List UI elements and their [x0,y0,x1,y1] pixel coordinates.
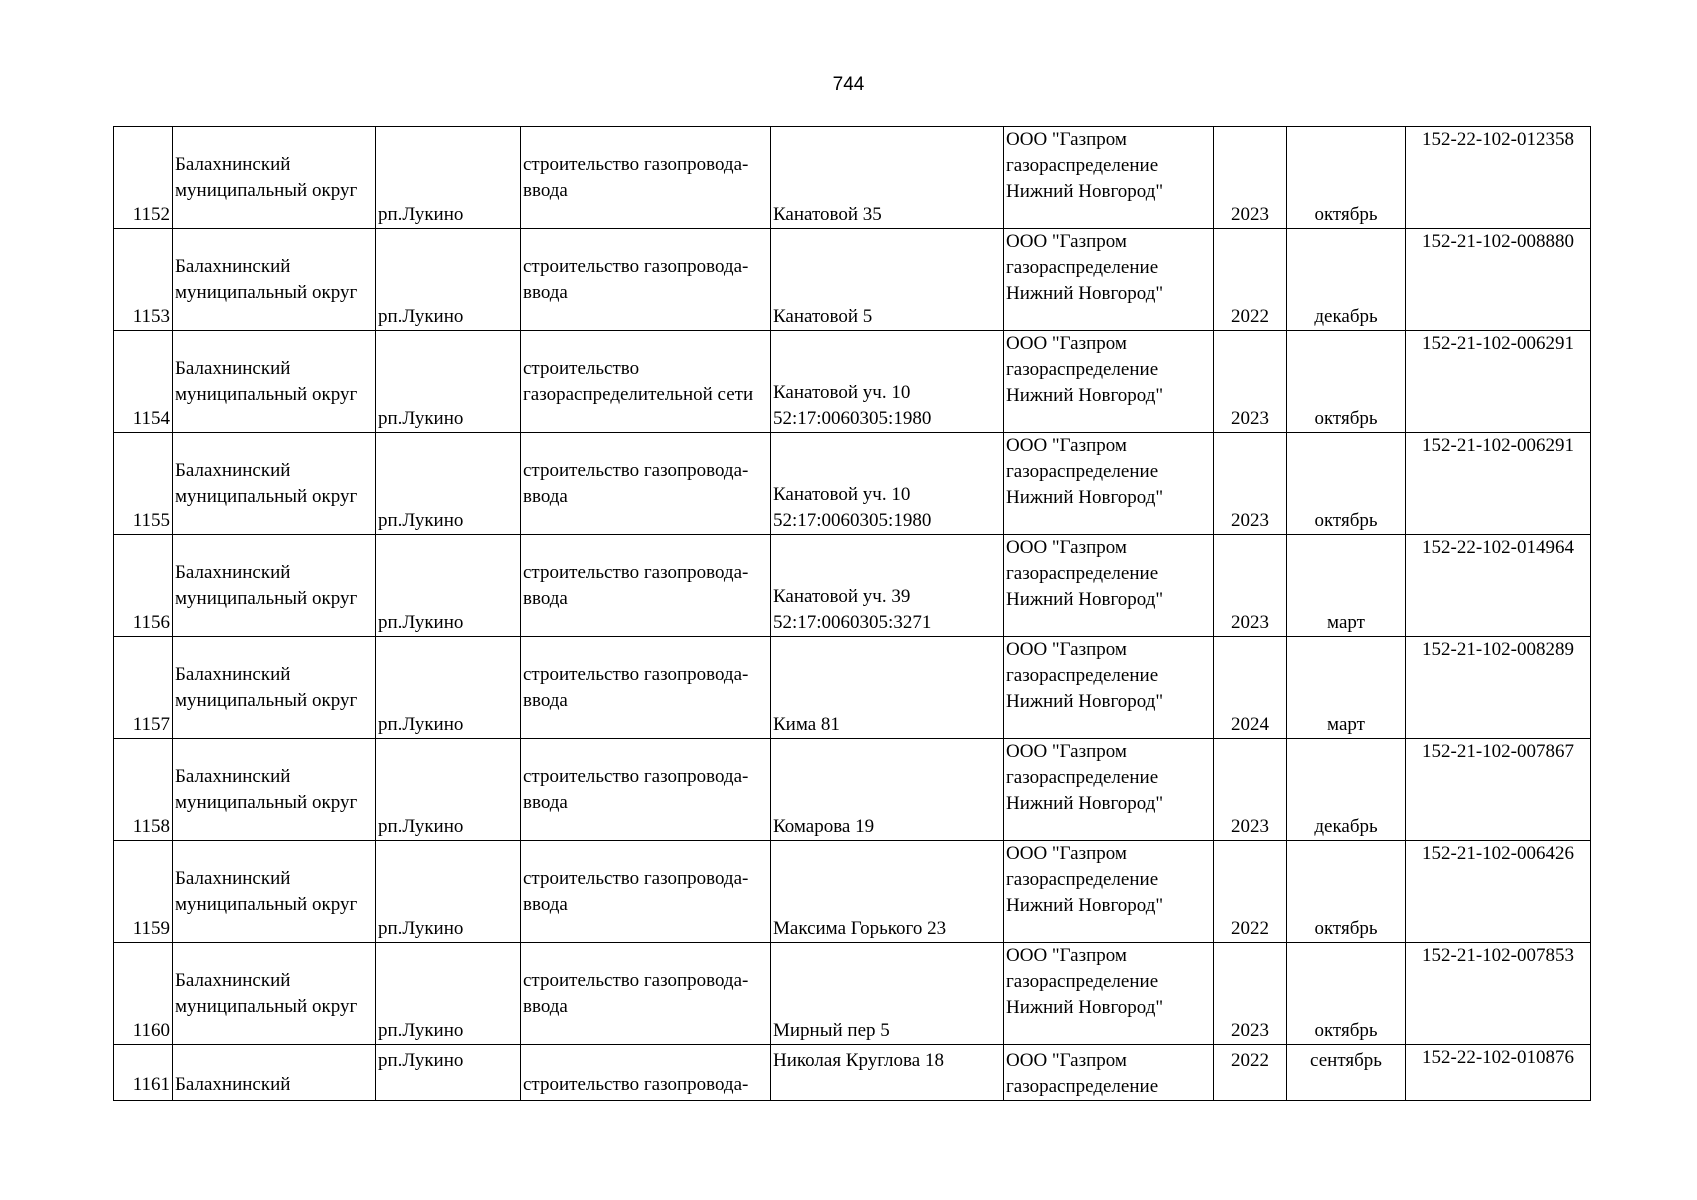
org-line-2: газораспределение [1006,257,1159,278]
address-line-2: Канатовой 5 [773,306,873,327]
district-line-1: Балахнинский [175,255,291,277]
org-line-2: газораспределение [1006,767,1159,788]
organization-cell [1004,739,1214,841]
work-line-1: строительство [523,357,640,379]
district-cell [173,739,376,841]
work-cell [521,331,771,433]
org-line-1: ООО "Газпром [1006,435,1127,456]
row-number: 1156 [114,535,173,637]
work-line-1: строительство газопровода- [523,867,749,889]
district-line-1: Балахнинский [175,153,291,175]
org-line-3: Нижний Новгород" [1006,385,1164,406]
org-line-1: ООО "Газпром [1006,537,1127,558]
month-cell: декабрь [1287,739,1406,841]
settlement-cell: рп.Лукино [376,943,521,1045]
gas-connection-table [113,126,1591,1101]
org-line-3: Нижний Новгород" [1006,997,1164,1018]
month-cell: октябрь [1287,127,1406,229]
district-line-2: муниципальный округ [175,791,358,813]
settlement-cell: рп.Лукино [376,433,521,535]
district-line-1: Балахнинский [175,459,291,481]
table-row [114,331,1591,433]
organization-cell [1004,637,1214,739]
org-line-3: Нижний Новгород" [1006,181,1164,202]
district-line-2: муниципальный округ [175,893,358,915]
district-line-1: Балахнинский [175,969,291,991]
year-cell: 2023 [1214,943,1287,1045]
address-cell [771,229,1004,331]
year-cell: 2024 [1214,637,1287,739]
work-cell [521,637,771,739]
organization-cell [1004,841,1214,943]
month-cell: декабрь [1287,229,1406,331]
year-cell: 2022 [1214,229,1287,331]
address-line-1: Канатовой уч. 10 [773,484,911,505]
organization-cell [1004,331,1214,433]
district-line-1: Балахнинский [175,1074,291,1095]
district-cell [173,1045,376,1101]
district-line-1: Балахнинский [175,561,291,583]
address-cell [771,637,1004,739]
table-row [114,127,1591,229]
district-cell [173,127,376,229]
org-line-2: газораспределение [1006,971,1159,992]
code-cell: 152-22-102-014964 [1406,535,1591,637]
settlement-cell: рп.Лукино [376,127,521,229]
address-line-2: Комарова 19 [773,816,875,837]
work-line-2: ввода [523,689,568,711]
organization-cell [1004,943,1214,1045]
district-cell [173,841,376,943]
address-line-2: Кима 81 [773,714,840,735]
work-line-2: ввода [523,179,568,201]
work-line-2: газораспределительной сети [523,383,754,405]
code-cell: 152-21-102-008289 [1406,637,1591,739]
org-line-2: газораспределение [1006,359,1159,380]
org-line-2: газораспределение [1006,155,1159,176]
address-cell [771,127,1004,229]
org-line-3: Нижний Новгород" [1006,691,1164,712]
district-line-1: Балахнинский [175,357,291,379]
address-cell: Николая Круглова 18 [771,1045,1004,1101]
organization-cell [1004,1045,1214,1101]
settlement-cell: рп.Лукино [376,637,521,739]
district-line-2: муниципальный округ [175,179,358,201]
month-cell: март [1287,637,1406,739]
org-line-1: ООО "Газпром [1006,741,1127,762]
address-line-2: Максима Горького 23 [773,918,947,939]
work-cell [521,433,771,535]
year-cell: 2023 [1214,739,1287,841]
work-line-1: строительство газопровода- [523,1074,749,1095]
page-number: 744 [832,74,865,95]
address-line-2: 52:17:0060305:1980 [773,510,932,531]
work-line-1: строительство газопровода- [523,561,749,583]
district-cell [173,943,376,1045]
code-cell: 152-21-102-006291 [1406,331,1591,433]
org-line-1: ООО "Газпром [1006,129,1127,150]
address-line-2: Канатовой 35 [773,204,882,225]
address-cell [771,433,1004,535]
row-number: 1161 [114,1045,173,1101]
org-line-2: газораспределение [1006,563,1159,584]
code-cell: 152-21-102-007853 [1406,943,1591,1045]
year-cell: 2023 [1214,433,1287,535]
district-line-2: муниципальный округ [175,587,358,609]
code-cell: 152-21-102-008880 [1406,229,1591,331]
code-cell: 152-22-102-012358 [1406,127,1591,229]
work-cell [521,229,771,331]
table-row [114,739,1591,841]
address-line-2: 52:17:0060305:3271 [773,612,932,633]
org-line-2: газораспределение [1006,1076,1159,1097]
month-cell: октябрь [1287,943,1406,1045]
org-line-1: ООО "Газпром [1006,639,1127,660]
table-row [114,841,1591,943]
code-cell: 152-22-102-010876 [1406,1045,1591,1101]
settlement-cell: рп.Лукино [376,1045,521,1101]
table-row [114,229,1591,331]
organization-cell [1004,127,1214,229]
district-line-2: муниципальный округ [175,689,358,711]
district-cell [173,229,376,331]
org-line-2: газораспределение [1006,461,1159,482]
row-number: 1154 [114,331,173,433]
settlement-cell: рп.Лукино [376,841,521,943]
row-number: 1158 [114,739,173,841]
district-cell [173,637,376,739]
address-cell [771,535,1004,637]
row-number: 1159 [114,841,173,943]
address-line-2: Мирный пер 5 [773,1020,890,1041]
work-line-1: строительство газопровода- [523,153,749,175]
org-line-1: ООО "Газпром [1006,1050,1127,1071]
district-line-1: Балахнинский [175,867,291,889]
address-cell [771,739,1004,841]
year-cell: 2023 [1214,331,1287,433]
work-cell [521,943,771,1045]
table-body [114,127,1591,1101]
year-cell: 2023 [1214,535,1287,637]
organization-cell [1004,535,1214,637]
work-line-1: строительство газопровода- [523,255,749,277]
work-cell [521,841,771,943]
settlement-cell: рп.Лукино [376,229,521,331]
row-number: 1155 [114,433,173,535]
work-line-2: ввода [523,281,568,303]
address-cell [771,841,1004,943]
address-line-1: Канатовой уч. 10 [773,382,911,403]
settlement-cell: рп.Лукино [376,535,521,637]
org-line-3: Нижний Новгород" [1006,589,1164,610]
year-cell: 2022 [1214,841,1287,943]
work-cell [521,535,771,637]
district-line-2: муниципальный округ [175,995,358,1017]
work-line-2: ввода [523,893,568,915]
address-line-2: 52:17:0060305:1980 [773,408,932,429]
district-line-1: Балахнинский [175,663,291,685]
district-line-2: муниципальный округ [175,383,358,405]
work-line-1: строительство газопровода- [523,765,749,787]
work-line-1: строительство газопровода- [523,663,749,685]
row-number: 1157 [114,637,173,739]
code-cell: 152-21-102-006426 [1406,841,1591,943]
work-line-2: ввода [523,587,568,609]
table-row [114,433,1591,535]
org-line-3: Нижний Новгород" [1006,895,1164,916]
district-cell [173,433,376,535]
district-cell [173,331,376,433]
row-number: 1152 [114,127,173,229]
org-line-1: ООО "Газпром [1006,843,1127,864]
row-number: 1153 [114,229,173,331]
month-cell: октябрь [1287,433,1406,535]
year-cell: 2022 [1214,1045,1287,1101]
code-cell: 152-21-102-006291 [1406,433,1591,535]
organization-cell [1004,229,1214,331]
district-cell [173,535,376,637]
month-cell: март [1287,535,1406,637]
org-line-2: газораспределение [1006,665,1159,686]
work-cell [521,127,771,229]
org-line-1: ООО "Газпром [1006,333,1127,354]
org-line-3: Нижний Новгород" [1006,793,1164,814]
code-cell: 152-21-102-007867 [1406,739,1591,841]
table-row [114,943,1591,1045]
district-line-2: муниципальный округ [175,485,358,507]
org-line-3: Нижний Новгород" [1006,487,1164,508]
table-row [114,535,1591,637]
address-cell [771,331,1004,433]
table-row-partial [114,1045,1591,1101]
work-line-1: строительство газопровода- [523,969,749,991]
work-cell [521,1045,771,1101]
year-cell: 2023 [1214,127,1287,229]
work-line-1: строительство газопровода- [523,459,749,481]
month-cell: октябрь [1287,841,1406,943]
organization-cell [1004,433,1214,535]
work-line-2: ввода [523,485,568,507]
org-line-3: Нижний Новгород" [1006,283,1164,304]
org-line-1: ООО "Газпром [1006,231,1127,252]
work-cell [521,739,771,841]
address-line-1: Канатовой уч. 39 [773,586,911,607]
work-line-2: ввода [523,995,568,1017]
work-line-2: ввода [523,791,568,813]
settlement-cell: рп.Лукино [376,739,521,841]
org-line-2: газораспределение [1006,869,1159,890]
org-line-1: ООО "Газпром [1006,945,1127,966]
district-line-2: муниципальный округ [175,281,358,303]
table-row [114,637,1591,739]
month-cell: октябрь [1287,331,1406,433]
month-cell: сентябрь [1287,1045,1406,1101]
settlement-cell: рп.Лукино [376,331,521,433]
district-line-1: Балахнинский [175,765,291,787]
row-number: 1160 [114,943,173,1045]
address-cell [771,943,1004,1045]
